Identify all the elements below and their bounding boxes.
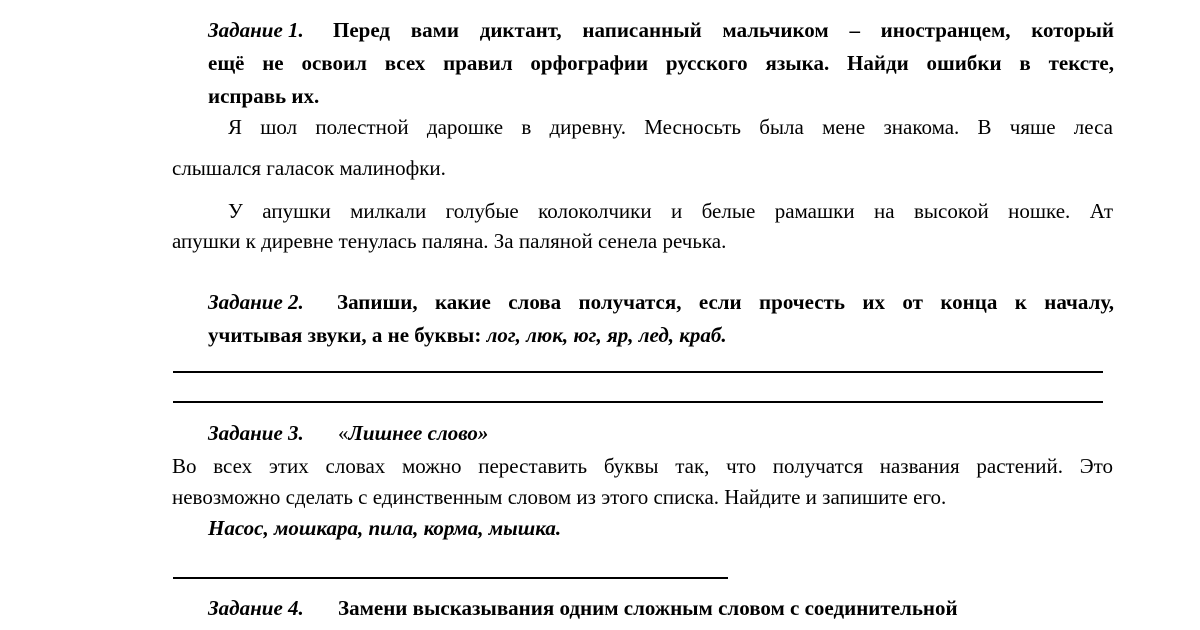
task1-heading bbox=[208, 15, 304, 46]
task2-instruction-line2 bbox=[208, 320, 727, 351]
task1-dictation-p2-line1: У апушки милкали голубые колоколчики и белые рамашки на высокой ношке. Ат bbox=[228, 199, 1113, 223]
answer-line-2[interactable] bbox=[173, 401, 1103, 403]
task3-title-quote: « bbox=[338, 421, 349, 445]
task2-instruction-line1: Запиши, какие слова получатся, если прочесть их от конца к началу, bbox=[337, 290, 1114, 314]
answer-line-1[interactable] bbox=[173, 371, 1103, 373]
task2-word-list: лог, люк, юг, яр, лед, краб. bbox=[486, 323, 727, 347]
task3-heading bbox=[208, 418, 304, 449]
task4-number: Задание 4. bbox=[208, 596, 304, 620]
task2-prefix: учитывая звуки, а не буквы: bbox=[208, 323, 487, 347]
task3-title-text: Лишнее слово» bbox=[348, 421, 489, 445]
answer-line-3[interactable] bbox=[173, 577, 728, 579]
task4-heading bbox=[208, 593, 304, 624]
task2-number: Задание 2. bbox=[208, 290, 304, 314]
task3-number: Задание 3. bbox=[208, 421, 304, 445]
task1-instruction-line1: Перед вами диктант, написанный мальчиком – иностранцем, который bbox=[333, 18, 1114, 42]
task1-instruction-line2: ещё не освоил всех правил орфографии русского языка. Найди ошибки в тексте, bbox=[208, 51, 1114, 75]
task3-text-line1: Во всех этих словах можно переставить буквы так, что получатся названия растений. Это bbox=[172, 454, 1113, 478]
task1-dictation-p2-line2: апушки к диревне тенулась паляна. За паляной сенела речька. bbox=[172, 229, 727, 253]
task1-dictation-p1-line1: Я шол полестной дарошке в диревну. Месносьть была мене знакома. В чяше леса bbox=[228, 115, 1113, 139]
task3-title bbox=[338, 418, 488, 449]
task1-dictation-p1-line2: слышался галасок малинофки. bbox=[172, 156, 446, 180]
task1-instruction-line3: исправь их. bbox=[208, 84, 320, 108]
task3-word-list: Насос, мошкара, пила, корма, мышка. bbox=[208, 516, 562, 540]
task3-text-line2: невозможно сделать с единственным словом из этого списка. Найдите и запишите его. bbox=[172, 485, 947, 509]
task4-instruction-line1: Замени высказывания одним сложным словом с соединительной bbox=[338, 596, 958, 620]
task1-number: Задание 1. bbox=[208, 18, 304, 42]
task2-heading bbox=[208, 287, 304, 318]
